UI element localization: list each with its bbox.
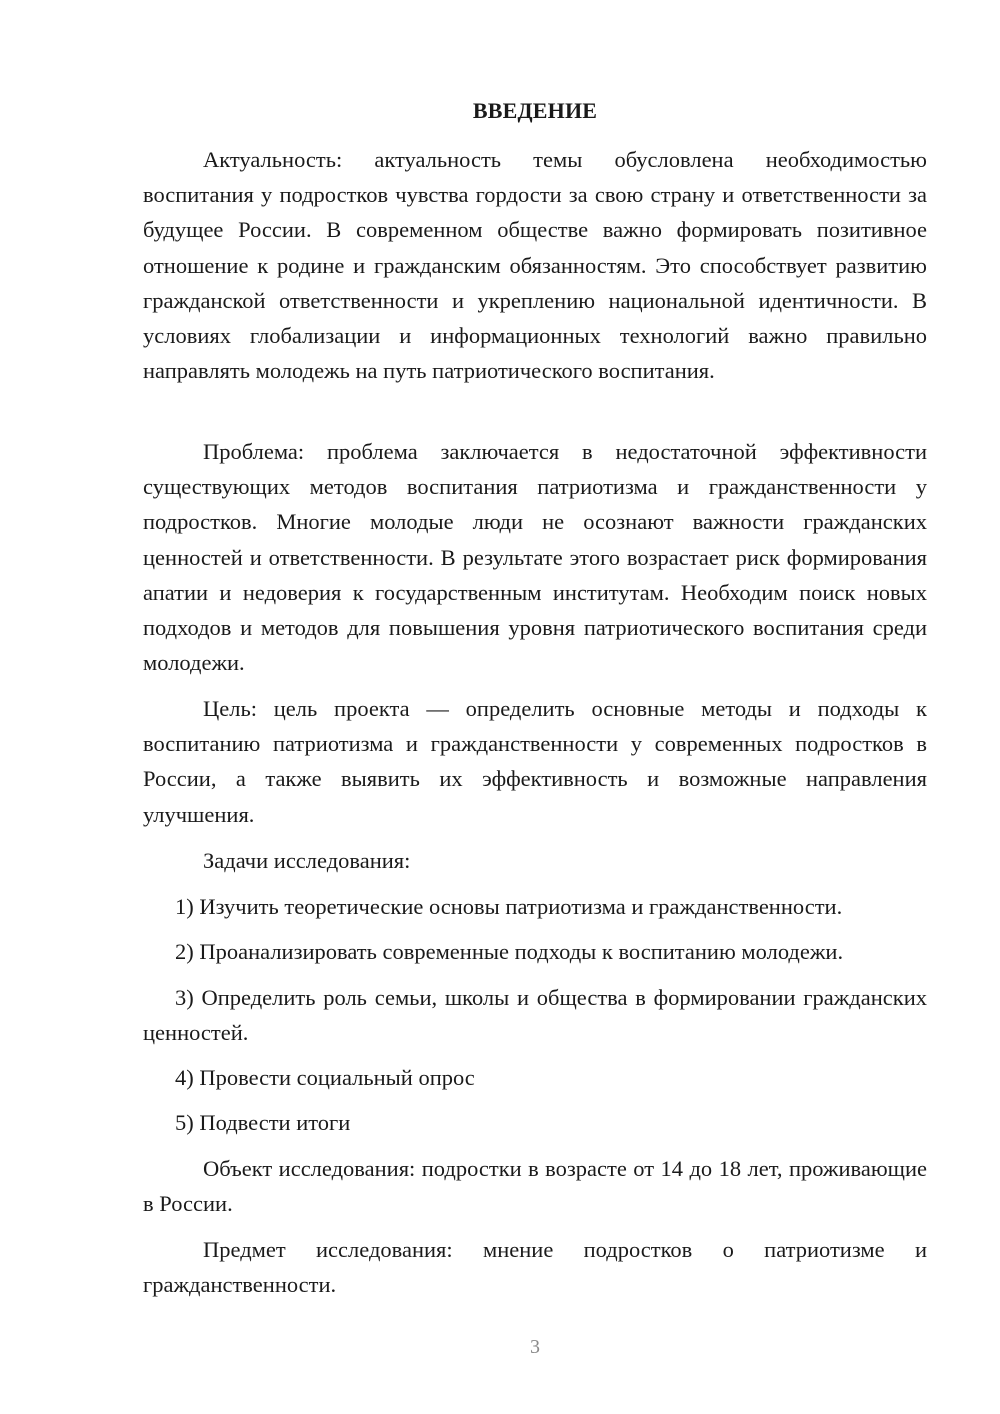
paragraph-subject: Предмет исследования: мнение подростков о патриотизме и гражданственности. xyxy=(143,1237,927,1298)
list-item-task-1: 1) Изучить теоретические основы патриотизма и гражданственности. xyxy=(175,894,843,919)
paragraph-relevance: Актуальность: актуальность темы обусловлена необходимостью воспитания у подростков чувства гордости за свою страну и ответственности за будущее России. В современном обществе важно формировать позитивное отношение к родине и гражданским обязанностям. Это способствует развитию гражданской ответственности и укреплению национальной идентичности. В условиях глобализации и информационных технологий важно правильно направлять молодежь на путь патриотического воспитания. xyxy=(143,147,927,384)
paragraph-problem: Проблема: проблема заключается в недостаточной эффективности существующих методов воспитания патриотизма и гражданственности у подростков. Многие молодые люди не осознают важности гражданских ценностей и ответственности. В результате этого возрастает риск формирования апатии и недоверия к государственным институтам. Необходим поиск новых подходов и методов для повышения уровня патриотического воспитания среди молодежи. xyxy=(143,439,927,676)
page-title: ВВЕДЕНИЕ xyxy=(472,98,598,123)
list-item-task-2: 2) Проанализировать современные подходы к воспитанию молодежи. xyxy=(175,939,844,964)
paragraph-object: Объект исследования: подростки в возрасте от 14 до 18 лет, проживающие в России. xyxy=(143,1156,927,1217)
list-item-task-4: 4) Провести социальный опрос xyxy=(175,1065,475,1090)
page-number: 3 xyxy=(530,1336,540,1358)
paragraph-goal: Цель: цель проекта — определить основные методы и подходы к воспитанию патриотизма и гражданственности у современных подростков в России, а также выявить их эффективность и возможные направления улучшения. xyxy=(143,696,927,827)
list-item-task-5: 5) Подвести итоги xyxy=(175,1110,351,1135)
list-item-task-3: 3) Определить роль семьи, школы и общества в формировании гражданских ценностей. xyxy=(143,985,927,1046)
tasks-heading: Задачи исследования: xyxy=(203,848,411,873)
